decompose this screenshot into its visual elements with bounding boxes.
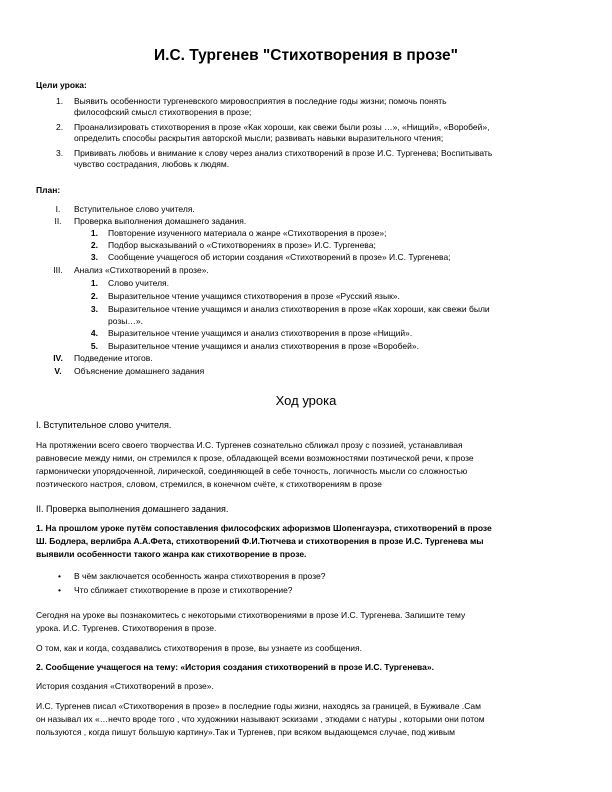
plan-subitem-number: 2. (90, 240, 98, 250)
plan-subitem-number: 3. (90, 252, 98, 262)
plan-subitem: Выразительное чтение учащимся стихотворения в прозе «Русский язык». (108, 291, 400, 301)
plan-item: Вступительное слово учителя. (74, 204, 195, 214)
paragraph-line: пользуются , когда пишут большую картину».Так и Тургенев, при всяком выдающемся случае, под живым (36, 727, 455, 737)
plan-subitem: Повторение изученного материала о жанре «Стихотворения в прозе»; (108, 228, 387, 238)
paragraph-line: поэтического настроя, словом, стремился, в конечном счёте, к стихотворениям в прозе (36, 479, 382, 489)
paragraph-line: Сегодня на уроке вы познакомитесь с некоторыми стихотворениями в прозе И.С. Тургенева. Запишите тему (36, 610, 466, 620)
goal-line: определить способы раскрытия авторской мысли; развивать навыки выразительного чтения; (74, 133, 444, 143)
goal-line: Прививать любовь и внимание к слову через анализ стихотворений в прозе И.С. Тургенева; Воспитывать (74, 148, 493, 158)
plan-roman-numeral: IV. (53, 353, 63, 363)
bullet-item: В чём заключается особенность жанра стихотворения в прозе? (74, 571, 326, 581)
bullet-icon: • (58, 585, 61, 595)
paragraph-line: урока. И.С. Тургенев. Стихотворения в прозе. (36, 623, 217, 633)
paragraph-line: он называл их «…нечто вроде того , что художники называют эскизами , этюдами с натуры , которыми они потом (36, 714, 485, 724)
plan-subitem-number: 3. (90, 304, 98, 314)
plan-heading: План: (36, 185, 61, 195)
plan-item: Анализ «Стихотворений в прозе». (74, 265, 209, 275)
page-title: И.С. Тургенев "Стихотворения в прозе" (154, 47, 458, 64)
bullet-icon: • (58, 571, 61, 581)
bold-paragraph-line: выявили особенности такого жанра как стихотворение в прозе. (36, 549, 307, 559)
paragraph-line: О том, как и когда, создавались стихотворения в прозе, вы узнаете из сообщения. (36, 643, 363, 653)
plan-subitem: Подбор высказываний о «Стихотворениях в прозе» И.С. Тургенева; (108, 240, 376, 250)
plan-subitem: Сообщение учащегося об истории создания «Стихотворений в прозе» И.С. Тургенева; (108, 252, 451, 262)
goal-number: 3. (56, 148, 64, 158)
plan-item: Объяснение домашнего задания (74, 366, 205, 376)
plan-subitem-number: 1. (90, 228, 98, 238)
plan-item: Подведение итогов. (74, 353, 153, 363)
bold-paragraph-line: 1. На прошлом уроке путём сопоставления философских афоризмов Шопенгауэра, стихотворений в прозе (36, 523, 492, 533)
section-heading: II. Проверка выполнения домашнего задания. (36, 504, 229, 514)
plan-roman-numeral: V. (54, 366, 62, 376)
bold-paragraph-line: 2. Сообщение учащегося на тему: «История создания стихотворений в прозе И.С. Тургенева». (36, 662, 434, 672)
bullet-item: Что сближает стихотворение в прозе и стихотворение? (74, 585, 293, 595)
goal-line: философский смысл стихотворения в прозе; (74, 107, 252, 117)
plan-item: Проверка выполнения домашнего задания. (74, 216, 247, 226)
goal-number: 2. (56, 122, 64, 132)
plan-subitem: Слово учителя. (108, 278, 170, 288)
plan-subitem: Выразительное чтение учащимся и анализ стихотворения в прозе «Как хороши, как свежи были (108, 304, 490, 314)
paragraph-line: гармонически упорядоченной, лирической, соединяющей в себе точность, логичность мысли со сложностью (36, 466, 468, 476)
plan-roman-numeral: I. (55, 204, 61, 214)
goal-line: чувство сострадания, любовь к людям. (74, 159, 230, 169)
goal-line: Проанализировать стихотворения в прозе «Как хороши, как свежи были розы …», «Нищий», «Воробей», (74, 122, 490, 132)
plan-subitem: розы…». (108, 316, 143, 326)
plan-roman-numeral: III. (53, 265, 63, 275)
goals-heading: Цели урока: (36, 80, 87, 90)
plan-subitem-number: 4. (90, 328, 98, 338)
plan-roman-numeral: II. (54, 216, 62, 226)
section-heading: I. Вступительное слово учителя. (36, 420, 172, 430)
plan-subitem-number: 2. (90, 291, 98, 301)
plan-subitem: Выразительное чтение учащимся и анализ стихотворения в прозе «Воробей». (108, 341, 419, 351)
plan-subitem: Выразительное чтение учащимся и анализ стихотворения в прозе «Нищий». (108, 328, 413, 338)
plan-subitem-number: 5. (90, 341, 98, 351)
paragraph-line: равновесие между ними, он стремился к прозе, обладающей всеми возможностями поэтической речи, к прозе (36, 453, 474, 463)
bold-paragraph-line: Ш. Бодлера, верлибра А.А.Фета, стихотворений Ф.И.Тютчева и стихотворения в прозе И.С. Тургенева мы (36, 536, 484, 546)
goal-line: Выявить особенности тургеневского мировосприятия в последние годы жизни; помочь понять (74, 96, 447, 106)
paragraph-line: На протяжении всего своего творчества И.С. Тургенев сознательно сближал прозу с поэзией, устанавливая (36, 440, 463, 450)
plan-subitem-number: 1. (90, 278, 98, 288)
goal-number: 1. (56, 96, 64, 106)
paragraph-line: История создания «Стихотворений в прозе». (36, 681, 214, 691)
paragraph-line: И.С. Тургенев писал «Стихотворения в прозе» в последние годы жизни, находясь за границей, в Буживале .Сам (36, 701, 481, 711)
lesson-heading: Ход урока (275, 393, 337, 408)
